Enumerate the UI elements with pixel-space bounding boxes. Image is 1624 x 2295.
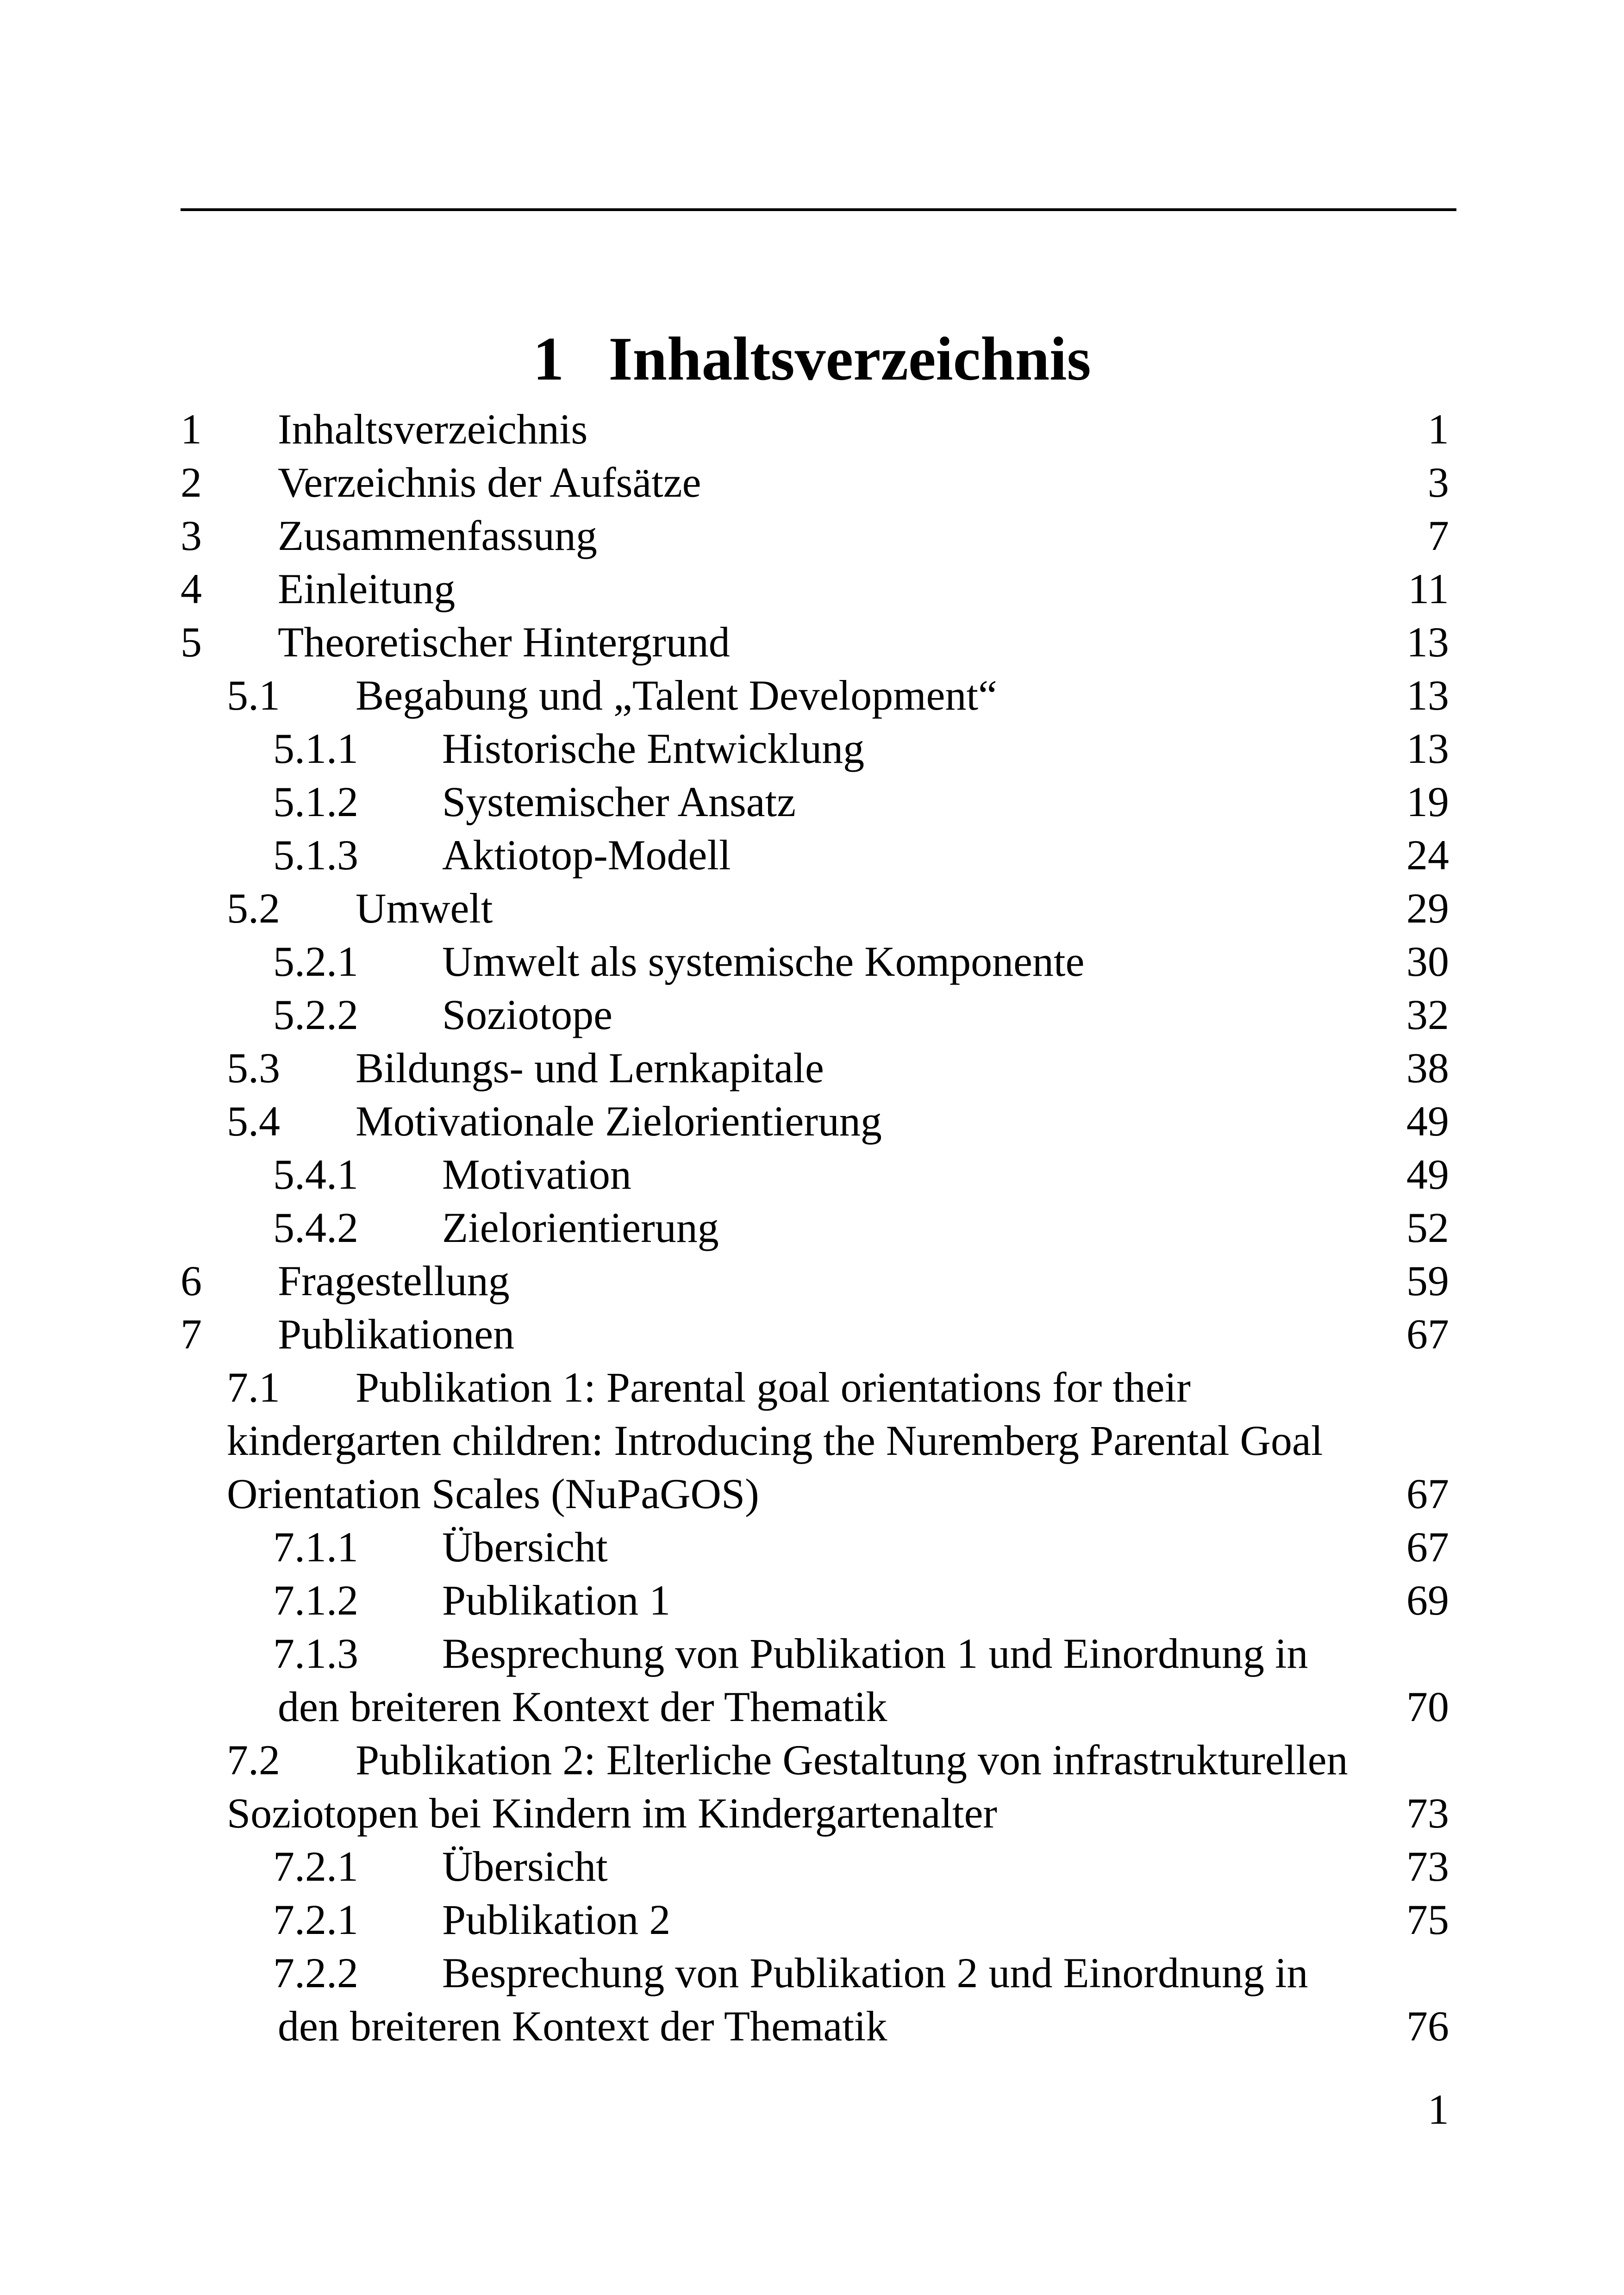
toc-entry-number: 5.1.1 [273, 725, 358, 772]
toc-entry-title: Publikation 1 [442, 1577, 671, 1624]
toc-entry[interactable] [181, 935, 1449, 988]
toc-entry-number: 3 [181, 512, 202, 559]
toc-entry-line [181, 722, 1449, 775]
toc-entry-title: Besprechung von Publikation 2 und Einordnung in [442, 1949, 1308, 1996]
toc-entry-line [181, 1201, 1449, 1254]
toc-entry-number: 7.2.1 [273, 1896, 358, 1943]
toc-entry-page: 13 [1406, 618, 1449, 666]
toc-entry-page: 49 [1406, 1151, 1449, 1198]
toc-entry[interactable] [181, 988, 1449, 1041]
toc-entry[interactable] [181, 1041, 1449, 1095]
page-title-text: Inhaltsverzeichnis [608, 324, 1091, 393]
toc-entry-line [181, 1946, 1449, 2000]
toc-entry-number: 7 [181, 1310, 202, 1358]
toc-entry-title: Publikationen [278, 1310, 515, 1358]
toc-entry-number: 5.2.2 [273, 991, 358, 1038]
toc-entry-page: 73 [1406, 1843, 1449, 1890]
toc-entry-line [181, 1041, 1449, 1095]
toc-entry-line [181, 1680, 1449, 1734]
toc-entry-number: 5.1.2 [273, 778, 358, 825]
toc-entry-title: kindergarten children: Introducing the Nuremberg Parental Goal [227, 1417, 1323, 1464]
toc-entry-title: Inhaltsverzeichnis [278, 405, 588, 453]
toc-entry-title: Umwelt [356, 885, 493, 932]
toc-entry[interactable] [181, 882, 1449, 935]
toc-entry-number: 1 [181, 405, 202, 453]
toc-entry-line [181, 1893, 1449, 1946]
toc-entry-page: 69 [1406, 1577, 1449, 1624]
toc-entry-title: Motivation [442, 1151, 631, 1198]
toc-entry-title: Einleitung [278, 565, 456, 612]
toc-entry-title: Orientation Scales (NuPaGOS) [227, 1470, 759, 1517]
toc-entry-page: 1 [1428, 405, 1449, 453]
toc-entry-title: Bildungs- und Lernkapitale [356, 1044, 824, 1091]
toc-entry-number: 5.4.2 [273, 1204, 358, 1251]
toc-entry-line [181, 403, 1449, 456]
toc-entry-line [181, 1467, 1449, 1521]
toc-entry[interactable] [181, 1201, 1449, 1254]
toc-entry-line [181, 1787, 1449, 1840]
toc-entry[interactable] [181, 1521, 1449, 1574]
toc-entry-title: Zusammenfassung [278, 512, 597, 559]
toc-entry-line [181, 988, 1449, 1041]
toc-entry[interactable] [181, 1148, 1449, 1201]
toc-entry[interactable] [181, 829, 1449, 882]
toc-entry-page: 49 [1406, 1098, 1449, 1145]
toc-entry-page: 75 [1406, 1896, 1449, 1943]
toc-entry[interactable] [181, 616, 1449, 669]
toc-entry[interactable] [181, 1840, 1449, 1893]
toc-entry-title: Aktiotop-Modell [442, 831, 731, 879]
toc-entry[interactable] [181, 1627, 1449, 1734]
toc-entry-number: 7.1.2 [273, 1577, 358, 1624]
toc-entry-page: 30 [1406, 938, 1449, 985]
toc-entry-page: 11 [1408, 565, 1449, 612]
toc-entry-line [181, 1148, 1449, 1201]
toc-entry-line [181, 562, 1449, 616]
toc-entry-line [181, 829, 1449, 882]
toc-entry-line [181, 616, 1449, 669]
toc-entry-number: 5.4 [227, 1098, 280, 1145]
toc-entry[interactable] [181, 1095, 1449, 1148]
header-rule [181, 208, 1456, 211]
toc-entry-title: Soziotopen bei Kindern im Kindergartenalter [227, 1790, 998, 1837]
toc-entry-title: Soziotope [442, 991, 612, 1038]
toc-entry-title: Zielorientierung [442, 1204, 719, 1251]
toc-entry-line [181, 1627, 1449, 1680]
toc-entry-title: Historische Entwicklung [442, 725, 865, 772]
toc-entry[interactable] [181, 722, 1449, 775]
toc-entry-title: Verzeichnis der Aufsätze [278, 459, 701, 506]
table-of-contents [181, 403, 1449, 2053]
toc-entry-number: 5 [181, 618, 202, 666]
toc-entry-title: den breiteren Kontext der Thematik [278, 1683, 887, 1730]
toc-entry-page: 38 [1406, 1044, 1449, 1091]
toc-entry-page: 59 [1406, 1257, 1449, 1304]
toc-entry-line [181, 1095, 1449, 1148]
toc-entry-number: 5.2.1 [273, 938, 358, 985]
toc-entry-line [181, 456, 1449, 509]
toc-entry[interactable] [181, 1254, 1449, 1308]
toc-entry[interactable] [181, 1361, 1449, 1521]
toc-entry-title: Publikation 2 [442, 1896, 671, 1943]
toc-entry[interactable] [181, 1734, 1449, 1840]
toc-entry-page: 67 [1406, 1523, 1449, 1571]
toc-entry-line [181, 669, 1449, 722]
toc-entry-title: Theoretischer Hintergrund [278, 618, 730, 666]
toc-entry-title: Publikation 2: Elterliche Gestaltung von infrastrukturellen [356, 1736, 1348, 1784]
toc-entry-line [181, 775, 1449, 829]
toc-entry-title: den breiteren Kontext der Thematik [278, 2002, 887, 2050]
toc-entry[interactable] [181, 1574, 1449, 1627]
toc-entry-number: 7.2 [227, 1736, 280, 1784]
toc-entry-title: Übersicht [442, 1523, 608, 1571]
toc-entry-page: 3 [1428, 459, 1449, 506]
toc-entry[interactable] [181, 1946, 1449, 2053]
toc-entry[interactable] [181, 1893, 1449, 1946]
toc-entry-number: 5.4.1 [273, 1151, 358, 1198]
toc-entry-number: 5.1 [227, 672, 280, 719]
toc-entry-page: 52 [1406, 1204, 1449, 1251]
toc-entry-title: Begabung und „Talent Development“ [356, 672, 997, 719]
toc-entry-line [181, 882, 1449, 935]
toc-entry[interactable] [181, 562, 1449, 616]
toc-entry-line [181, 1361, 1449, 1414]
toc-entry[interactable] [181, 775, 1449, 829]
toc-entry-number: 7.2.2 [273, 1949, 358, 1996]
toc-entry[interactable] [181, 669, 1449, 722]
toc-entry-number: 6 [181, 1257, 202, 1304]
toc-entry-number: 7.1 [227, 1364, 280, 1411]
toc-entry-page: 7 [1428, 512, 1449, 559]
toc-entry-number: 2 [181, 459, 202, 506]
toc-entry-page: 32 [1406, 991, 1449, 1038]
toc-entry-line [181, 1521, 1449, 1574]
toc-entry-title: Übersicht [442, 1843, 608, 1890]
toc-entry[interactable] [181, 456, 1449, 509]
toc-entry-line [181, 509, 1449, 562]
toc-entry-page: 19 [1406, 778, 1449, 825]
toc-entry-page: 73 [1406, 1790, 1449, 1837]
toc-entry-line [181, 1840, 1449, 1893]
toc-entry-line [181, 1734, 1449, 1787]
toc-entry-line [181, 1254, 1449, 1308]
toc-entry-number: 7.1.3 [273, 1630, 358, 1677]
page-number: 1 [1428, 2086, 1449, 2133]
toc-entry-number: 7.1.1 [273, 1523, 358, 1571]
toc-entry[interactable] [181, 509, 1449, 562]
toc-entry-number: 5.1.3 [273, 831, 358, 879]
toc-entry-title: Umwelt als systemische Komponente [442, 938, 1085, 985]
toc-entry-page: 76 [1406, 2002, 1449, 2050]
toc-entry-page: 67 [1406, 1310, 1449, 1358]
toc-entry-number: 5.3 [227, 1044, 280, 1091]
toc-entry[interactable] [181, 1308, 1449, 1361]
toc-entry-line [181, 935, 1449, 988]
toc-entry-number: 4 [181, 565, 202, 612]
toc-entry-line [181, 1574, 1449, 1627]
page-title-number: 1 [533, 324, 564, 393]
toc-entry-title: Motivationale Zielorientierung [356, 1098, 882, 1145]
toc-entry-page: 24 [1406, 831, 1449, 879]
toc-entry-page: 29 [1406, 885, 1449, 932]
toc-entry-title: Systemischer Ansatz [442, 778, 796, 825]
toc-entry-line [181, 1414, 1449, 1467]
toc-entry-page: 13 [1406, 672, 1449, 719]
toc-entry-line [181, 2000, 1449, 2053]
toc-entry-number: 5.2 [227, 885, 280, 932]
toc-entry-title: Besprechung von Publikation 1 und Einordnung in [442, 1630, 1308, 1677]
toc-entry-page: 13 [1406, 725, 1449, 772]
toc-entry[interactable] [181, 403, 1449, 456]
toc-entry-page: 70 [1406, 1683, 1449, 1730]
page-title [0, 319, 1624, 398]
toc-entry-title: Publikation 1: Parental goal orientations for their [356, 1364, 1191, 1411]
toc-entry-page: 67 [1406, 1470, 1449, 1517]
toc-entry-line [181, 1308, 1449, 1361]
toc-entry-number: 7.2.1 [273, 1843, 358, 1890]
toc-entry-title: Fragestellung [278, 1257, 510, 1304]
